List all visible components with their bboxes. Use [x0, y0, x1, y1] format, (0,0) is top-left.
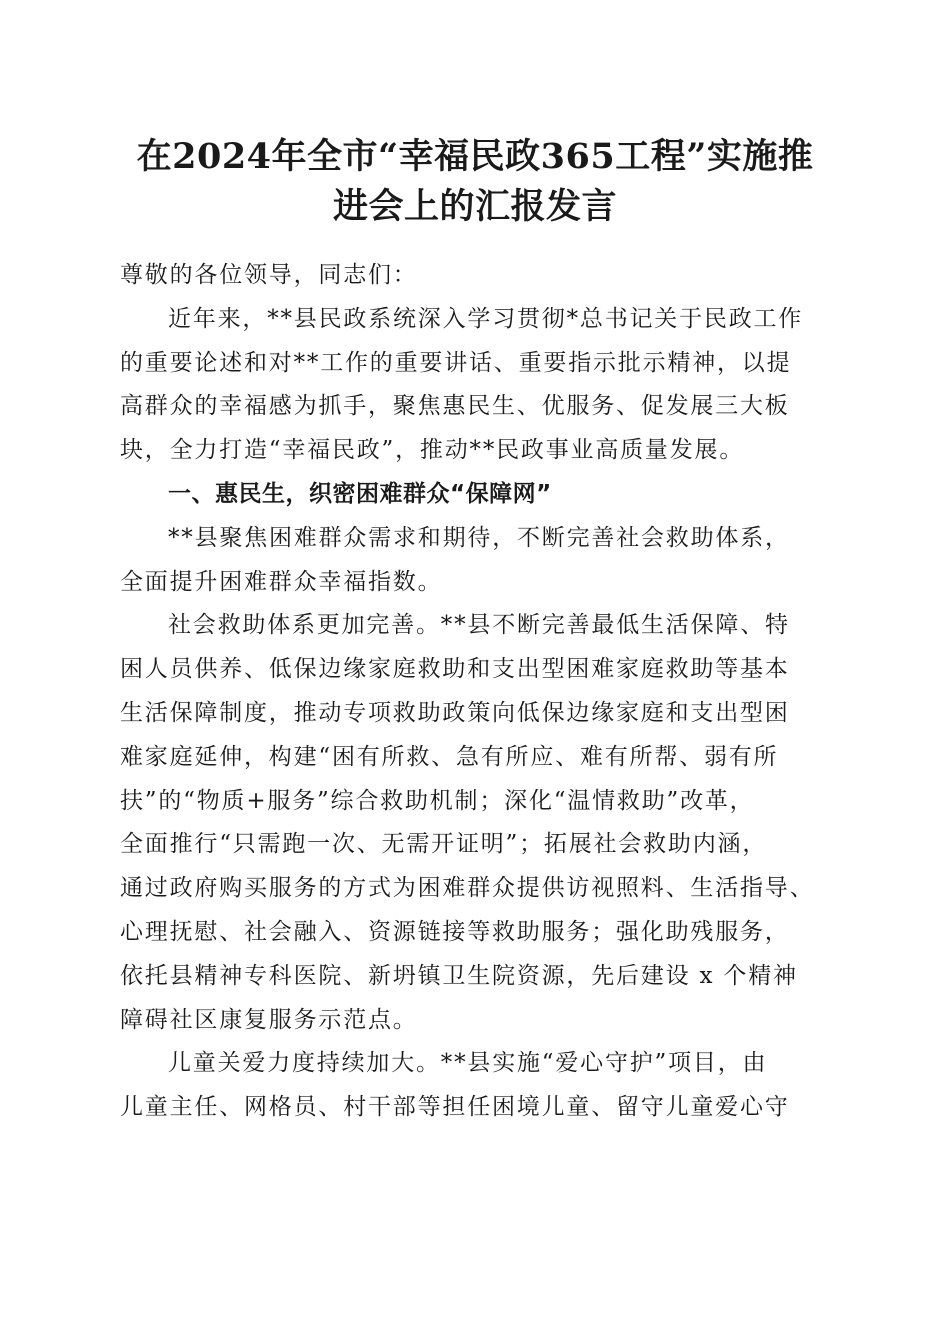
text-line: 块，全力打造“幸福民政”，推动**民政事业高质量发展。 [120, 437, 745, 464]
text-line: 儿童关爱力度持续加大。**县实施“爱心守护”项目，由 [168, 1050, 768, 1077]
title-line-1: 在2024年全市“幸福民政365工程”实施推 [136, 136, 814, 177]
text-line: 依托县精神专科医院、新坍镇卫生院资源，先后建设 x 个精神 [120, 962, 798, 989]
section-heading-text: 一、惠民生，织密困难群众“保障网” [168, 480, 552, 507]
text-line: 通过政府购买服务的方式为困难群众提供访视照料、生活指导、 [120, 875, 815, 902]
intro-paragraph [120, 298, 840, 473]
text-line: 难家庭延伸，构建“困有所救、急有所应、难有所帮、弱有所 [120, 743, 779, 770]
text-line: 生活保障制度，推动专项救助政策向低保边缘家庭和支出型困 [120, 699, 790, 726]
text-line: **县聚焦困难群众需求和期待，不断完善社会救助体系， [168, 524, 790, 551]
text-line: 高群众的幸福感为抓手，聚焦惠民生、优服务、促发展三大板 [120, 393, 790, 420]
section-heading [120, 473, 840, 517]
children-paragraph [120, 1042, 840, 1130]
text-line: 全面推行“只需跑一次、无需开证明”；拓展社会救助内涵， [120, 831, 768, 858]
document-body [120, 254, 840, 1130]
section-lead-paragraph [120, 517, 840, 605]
text-line: 儿童主任、网格员、村干部等担任困境儿童、留守儿童爱心守 [120, 1094, 790, 1121]
text-line: 扶”的“物质+服务”综合救助机制；深化“温情救助”改革， [120, 787, 755, 814]
text-line: 困人员供养、低保边缘家庭救助和支出型困难家庭救助等基本 [120, 656, 790, 683]
text-line: 全面提升困难群众幸福指数。 [120, 568, 443, 595]
text-line: 障碍社区康复服务示范点。 [120, 1006, 418, 1033]
salutation-text: 尊敬的各位领导，同志们： [120, 262, 418, 288]
text-line: 心理抚慰、社会融入、资源链接等救助服务；强化助残服务， [120, 918, 790, 945]
text-line: 近年来，**县民政系统深入学习贯彻*总书记关于民政工作 [168, 305, 804, 332]
text-line: 的重要论述和对**工作的重要讲话、重要指示批示精神，以提 [120, 349, 792, 376]
text-line: 社会救助体系更加完善。**县不断完善最低生活保障、特 [168, 612, 790, 639]
title-line-2: 进会上的汇报发言 [332, 186, 617, 227]
salutation [120, 254, 840, 298]
document-title [90, 132, 860, 232]
assistance-paragraph [120, 604, 840, 1042]
